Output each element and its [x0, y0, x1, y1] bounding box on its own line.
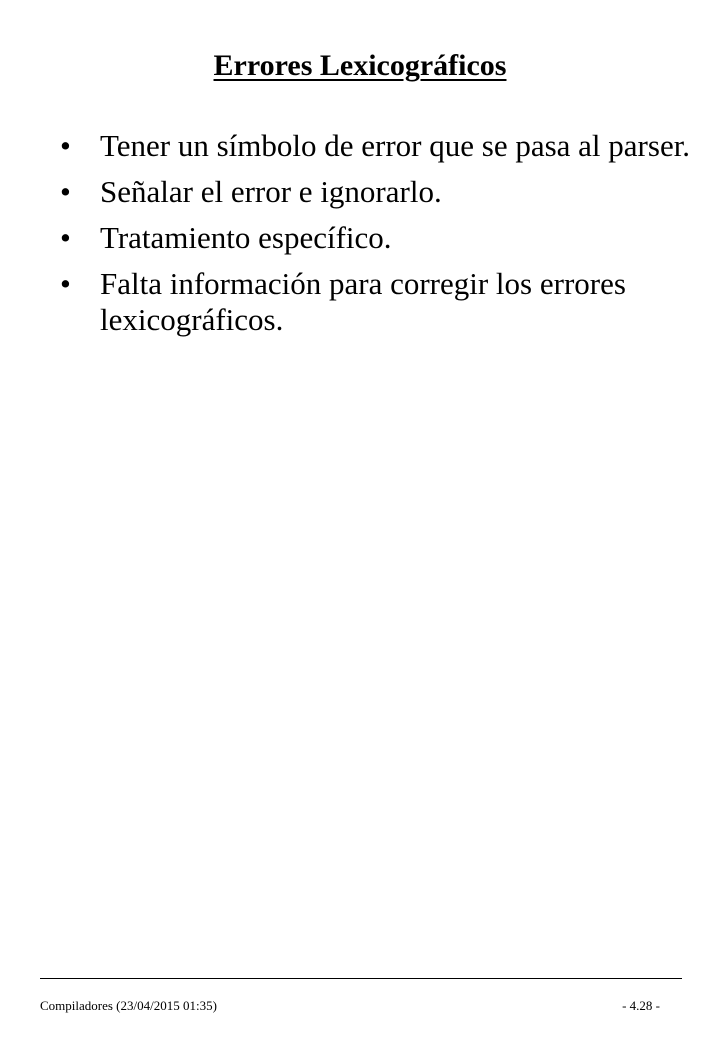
- bullet-icon: •: [60, 266, 71, 301]
- bullet-icon: •: [60, 220, 71, 255]
- bullet-text: Señalar el error e ignorarlo.: [100, 174, 442, 209]
- footer-course-label: Compiladores (23/04/2015 01:35): [40, 998, 217, 1013]
- list-item: [60, 128, 700, 164]
- list-item: [60, 174, 700, 210]
- bullet-text: Tener un símbolo de error que se pasa al parser.: [100, 128, 691, 163]
- bullet-text: Tratamiento específico.: [100, 220, 392, 255]
- page-title: Errores Lexicográficos: [213, 49, 507, 82]
- footer-divider: [40, 978, 682, 979]
- bullet-list: [60, 128, 700, 348]
- list-item: [60, 266, 700, 338]
- bullet-icon: •: [60, 128, 71, 163]
- bullet-text: Falta información para corregir los errores lexicográficos.: [100, 266, 626, 337]
- list-item: [60, 220, 700, 256]
- bullet-icon: •: [60, 174, 71, 209]
- footer-page-number: - 4.28 -: [622, 998, 660, 1013]
